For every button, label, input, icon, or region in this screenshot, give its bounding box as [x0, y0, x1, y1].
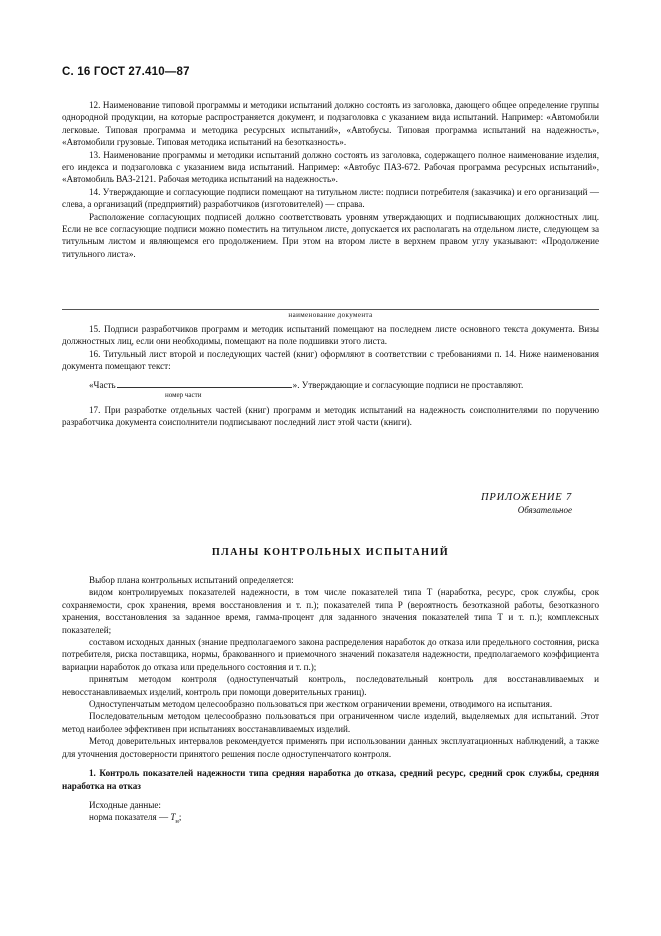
appendix-para-types: видом контролируемых показателей надежности, в том числе показателей типа Т (наработка, ресурс, срок службы, срок сохраняемости, срок хранения, время восстановления и т. п.); показателей типа Р (вероятность безотказной работы, безотказного хранения, восстановления за заданное время, гамма-процент для заданного значения показателей типа Т и т. п.); комплексных показателей; [62, 587, 599, 635]
section-1-heading: 1. Контроль показателей надежности типа средняя наработка до отказа, средний ресурс, средний срок службы, средняя наработка на отказ [62, 768, 599, 791]
appendix-para-single-stage: Одноступенчатым методом целесообразно пользоваться при жестком ограничении времени, отводимого на испытания. [89, 699, 553, 710]
clause-12: 12. Наименование типовой программы и методики испытаний должно состоять из заголовка, дающего общее определение группы однородной продукции, на которые распространяется документ, и подзаголовка с указанием вида испытаний. Например: «Автомобили легковые. Типовая программа и методика ресурсных испытаний», «Автобусы. Типовая программа испытаний на надежность», «Автомобили грузовые. Типовая методика испытаний на безотказность». [62, 100, 599, 148]
norm-symbol [170, 812, 179, 826]
part-number-caption: номер части [165, 391, 202, 399]
clause-16: 16. Титульный лист второй и последующих частей (книг) оформляют в соответствии с требованиями п. 14. Ниже наименования документа помещают текст: [62, 348, 599, 372]
appendix-para-sequential: Последовательным методом целесообразно пользоваться при ограниченном числе изделий, выделяемых для испытаний. Этот метод наиболее эффективен при испытаниях восстанавливаемых изделий. [62, 711, 599, 734]
norm-symbol-letter: T [170, 812, 176, 823]
clause-15: 15. Подписи разработчиков программ и методик испытаний помещают на последнем листе основного текста документа. Визы должностных лиц, если они необходимы, помещают на поле подшивки этого листа. [62, 324, 599, 347]
appendix-para-inputs: составом исходных данных (знание предполагаемого закона распределения наработок до отказа или предельного состояния, риска потребителя, риска поставщика, нормы, бракованного и приемочного значений показателя надежности, предполагаемого коэффициента вариации наработок до отказа или предельного состояния и т. п.); [62, 637, 599, 672]
appendix-body [62, 574, 599, 829]
clauses-15-16 [62, 323, 599, 373]
appendix-subtitle: Обязательное [517, 505, 572, 516]
page-header: С. 16 ГОСТ 27.410—87 [62, 66, 190, 78]
clause-17-block [62, 404, 599, 429]
part-number-blank [117, 378, 292, 388]
norm-symbol-subscript: н [175, 818, 179, 826]
clause-14: 14. Утверждающие и согласующие подписи помещают на титульном листе: подписи потребителя (заказчика) и его организаций — слева, а организаций (предприятий) разработчиков (изготовителей) — справа. [62, 186, 599, 210]
part-prefix: «Часть [89, 380, 116, 390]
clause-13: 13. Наименование программы и методики испытаний должно состоять из заголовка, содержащего полное наименование изделия, его индекса и подзаголовка с указанием вида испытаний. Например: «Автобус ПАЗ-672. Рабочая программа ресурсных испытаний», «Автомобиль ВАЗ-2121. Рабочая методика испытаний на надежность». [62, 149, 599, 185]
norm-prefix: норма показателя — [89, 812, 171, 823]
norm-suffix: ; [178, 812, 182, 823]
appendix-para-method: принятым методом контроля (одноступенчатый контроль, последовательный контроль для восстанавливаемых и невосстанавливаемых изделий, контроль при помощи доверительных границ). [62, 674, 599, 697]
appendix-para-intervals: Метод доверительных интервалов рекомендуется применять при использовании данных эксплуатационных наблюдений, а также для уточнения достоверности принятого решения после одноступенчатого контроля. [62, 736, 599, 759]
initial-data-label: Исходные данные: [89, 799, 161, 810]
norm-line [62, 811, 599, 828]
appendix-title: ПРИЛОЖЕНИЕ 7 [481, 492, 572, 503]
clause-14-continuation: Расположение согласующих подписей должно соответствовать уровням утверждающих и подписывающих должностных лиц. Если не все согласующие подписи можно поместить на титульном листе, допускается их располагать на отдельном листе, следующем за титульным листом и являющемся его продолжением. При этом на втором листе в верхнем правом углу указывают: «Продолжение титульного листа». [62, 211, 599, 259]
appendix-label [481, 492, 572, 517]
part-suffix: ». Утверждающие и согласующие подписи не проставляют. [292, 380, 524, 390]
clauses-12-14 [62, 99, 599, 260]
document-name-rule [62, 309, 599, 310]
appendix-intro: Выбор плана контрольных испытаний определяется: [89, 575, 294, 585]
clause-17: 17. При разработке отдельных частей (книг) программ и методик испытаний на надежность соисполнителями по поручению разработчика документа соисполнители подписывают последний лист этой части (книги). [62, 405, 599, 428]
part-number-line [89, 378, 609, 391]
main-title: ПЛАНЫ КОНТРОЛЬНЫХ ИСПЫТАНИЙ [211, 547, 450, 558]
document-name-caption: наименование документа [288, 311, 373, 319]
